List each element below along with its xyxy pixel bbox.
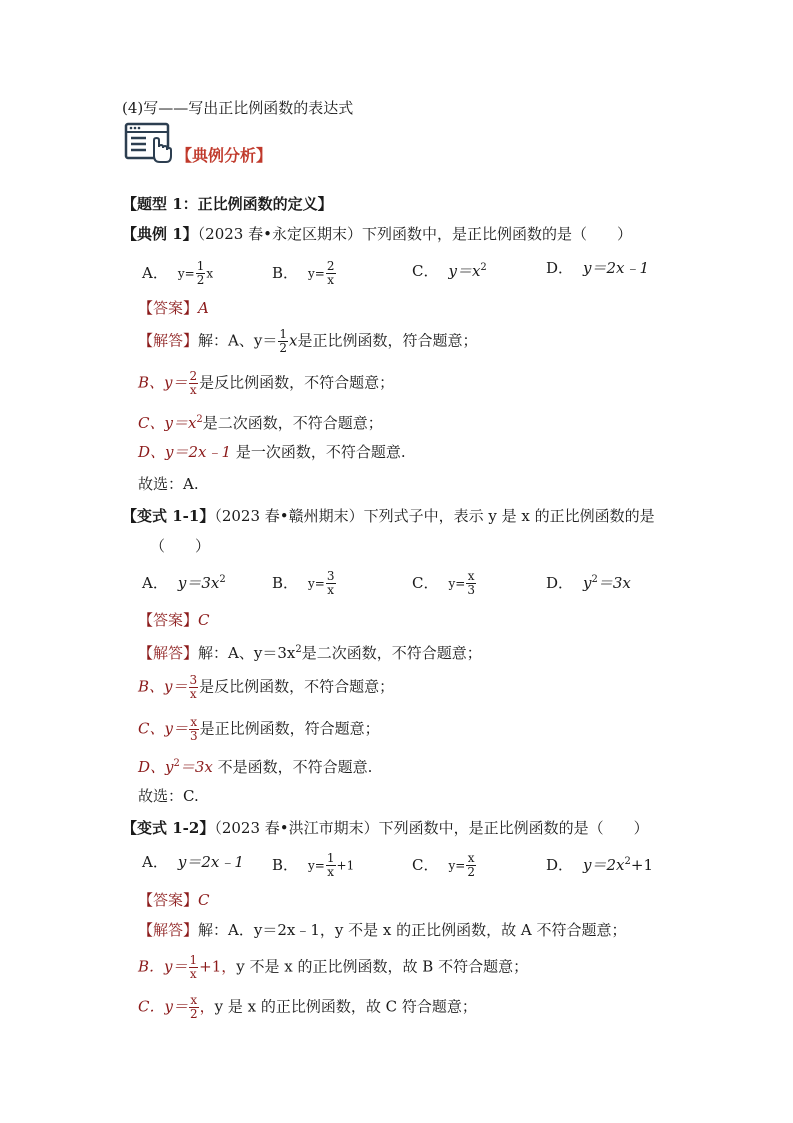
var11-question-line: 【变式 1-1】（2023 春•赣州期末）下列式子中，表示 y 是 x 的正比例函数的是 <box>122 507 655 525</box>
var11-solution-c: C、y＝ $\frac{x}{3}$ 是正比例函数，符合题意； <box>138 715 380 743</box>
var11-answer: 【答案】C <box>138 611 210 629</box>
var11-option-c: C． y= $\frac{x}{3}$ <box>412 569 475 597</box>
var11-solution-b: B、y＝ $\frac{3}{x}$ 是反比例函数，不符合题意； <box>138 673 395 701</box>
var12-solution-c: C．y＝ $\frac{x}{2}$ ，y 是 x 的正比例函数，故 C 符合题意； <box>138 993 477 1021</box>
var11-question-paren: （ ） <box>150 537 211 555</box>
var11-option-b: B． y= $\frac{3}{x}$ <box>272 569 335 597</box>
ex1-option-a: A． y= $\frac{1}{2}$ x <box>142 259 214 287</box>
ex1-option-c: C． $y=x^2$ <box>412 262 487 280</box>
ex1-option-d: D． y＝2x﹣1 <box>546 259 650 277</box>
var12-option-c: C． y= $\frac{x}{2}$ <box>412 851 475 879</box>
ex1-question: 下列函数中，是正比例函数的是（ ） <box>361 225 632 243</box>
var11-solution-a: 【解答】解：A、$y=3x^2$是二次函数，不符合题意； <box>138 644 482 662</box>
ex1-solution-c: C、$y=x^2$是二次函数，不符合题意； <box>138 414 383 432</box>
ex1-solution-d: D、y＝2x﹣1 是一次函数，不符合题意. <box>138 443 406 461</box>
type1-title: 【题型 1：正比例函数的定义】 <box>122 195 333 213</box>
var12-solution-b: B．y＝ $\frac{1}{x}$ +1，y 不是 x 的正比例函数，故 B 不符合题意； <box>138 953 529 981</box>
step-heading: (4)写——写出正比例函数的表达式 <box>122 99 354 117</box>
ex1-question-line <box>122 224 632 244</box>
var11-option-a: A． $y=3x^2$ <box>142 574 226 592</box>
ex1-solution-b: B、y＝ $\frac{2}{x}$ 是反比例函数，不符合题意； <box>138 369 395 397</box>
var12-question-line: 【变式 1-2】（2023 春•洪江市期末）下列函数中，是正比例函数的是（ ） <box>122 819 649 837</box>
ex1-source: （2023 春•永定区期末） <box>197 225 362 243</box>
ex1-solution-a: 【解答】解：A、y＝ $\frac{1}{2}$ x是正比例函数，符合题意； <box>138 327 478 355</box>
var11-option-d: D． $y^2=3x$ <box>546 574 631 592</box>
var12-option-b: B． y= $\frac{1}{x}$ +1 <box>272 851 355 879</box>
ex1-option-b: B． y= $\frac{2}{x}$ <box>272 259 335 287</box>
fraction: $\frac{2}{x}$ <box>326 259 335 287</box>
ex1-answer: 【答案】A <box>138 299 209 317</box>
var12-solution-a: 【解答】解：A．y＝2x﹣1，y 不是 x 的正比例函数，故 A 不符合题意； <box>138 921 627 939</box>
var12-option-d: D． $y=2x^2+1$ <box>546 856 654 874</box>
var12-option-a: A． y＝2x﹣1 <box>142 853 244 871</box>
ex1-tag: 【典例 1】 <box>122 225 198 243</box>
var11-solution-d: D、$y^2=3x$ 不是函数，不符合题意. <box>138 758 373 776</box>
ex1-conclusion: 故选：A. <box>138 475 199 493</box>
fraction: $\frac{1}{2}$ <box>196 259 205 287</box>
var12-answer: 【答案】C <box>138 891 210 909</box>
section-title: 【典例分析】 <box>176 146 273 165</box>
var11-conclusion: 故选：C. <box>138 787 199 805</box>
click-hand-window-icon <box>124 122 176 166</box>
